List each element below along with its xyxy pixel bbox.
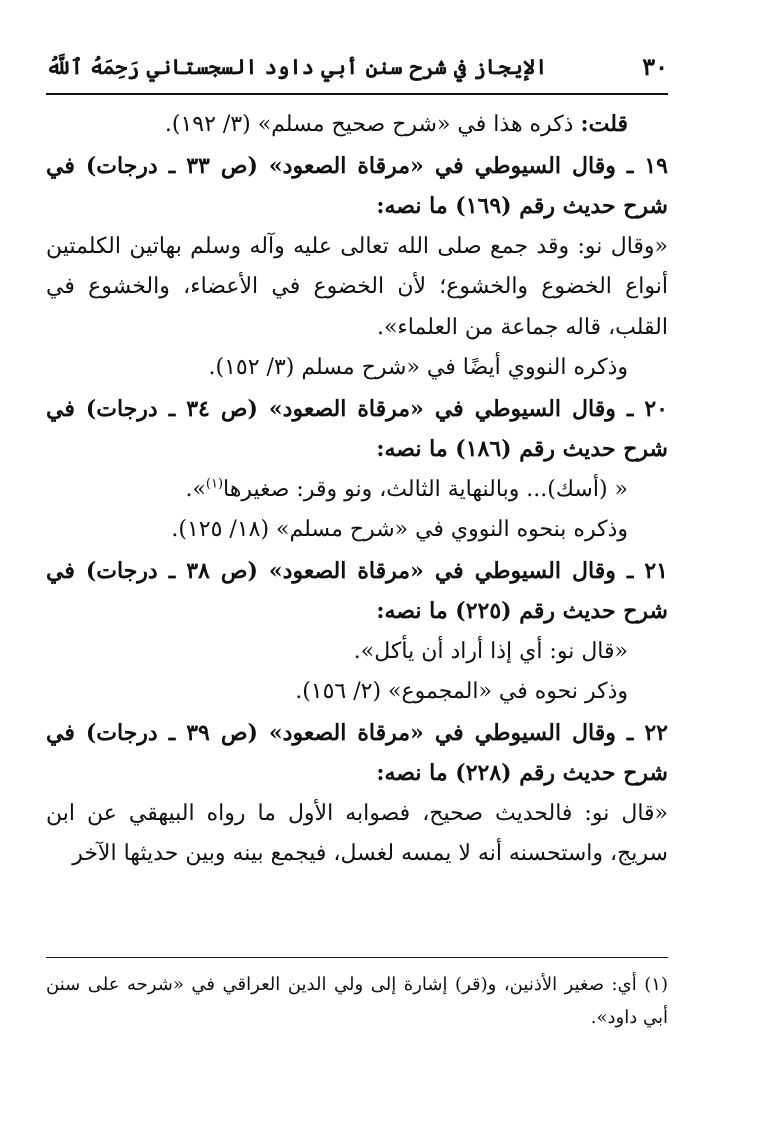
footnote-ref-1[interactable]: (١) xyxy=(205,476,224,492)
heading-22: ٢٢ ـ وقال السيوطي في «مرقاة الصعود» (ص ٣٩ ـ درجات) في شرح حديث رقم (٢٢٨) ما نصه: xyxy=(46,719,668,786)
quote-20-text: « (أسك)... وبالنهاية الثالث، ونو وقر: صغيرها xyxy=(223,476,628,502)
quote-20 xyxy=(46,470,668,511)
footnote-1: (١) أي: صغير الأذنين، و(قر) إشارة إلى ولي الدين العراقي في «شرحه على سنن أبي داود». xyxy=(46,974,668,1028)
paragraph-note xyxy=(46,104,668,146)
quote-20-end: ». xyxy=(185,476,206,502)
page-body xyxy=(46,104,668,875)
note-19: وذكره النووي أيضًا في «شرح مسلم (٣/ ١٥٢). xyxy=(208,355,628,380)
quote-22: «قال نو: فالحديث صحيح، فصوابه الأول ما رواه البيهقي عن ابن سريج، واستحسنه أنه لا يمسه لغسل، فيجمع بينه وبين حديثها الآخر xyxy=(46,800,668,866)
running-title: الإيجاز في شرح سنن أبي داود السجستاني رَحِمَهُ ٱللَّهُ xyxy=(46,54,548,79)
note-text: ذكره هذا في «شرح صحيح مسلم» (٣/ ١٩٢). xyxy=(164,112,581,137)
footnote-rule xyxy=(46,957,668,958)
heading-19: ١٩ ـ وقال السيوطي في «مرقاة الصعود» (ص ٣٣ ـ درجات) في شرح حديث رقم (١٦٩) ما نصه: xyxy=(46,152,668,219)
heading-21: ٢١ ـ وقال السيوطي في «مرقاة الصعود» (ص ٣٨ ـ درجات) في شرح حديث رقم (٢٢٥) ما نصه: xyxy=(46,557,668,624)
note-label: قلت: xyxy=(580,111,628,137)
note-21: وذكر نحوه في «المجموع» (٢/ ١٥٦). xyxy=(295,679,628,704)
heading-20: ٢٠ ـ وقال السيوطي في «مرقاة الصعود» (ص ٣٤ ـ درجات) في شرح حديث رقم (١٨٦) ما نصه: xyxy=(46,395,668,462)
page-number: ٣٠ xyxy=(642,52,668,81)
footnotes xyxy=(46,968,668,1034)
page-header xyxy=(46,46,668,86)
quote-19: «وقال نو: وقد جمع صلى الله تعالى عليه وآله وسلم بهاتين الكلمتين أنواع الخضوع والخشوع؛ لأن الخضوع في الأعضاء، والخشوع في القلب، قاله جماعة من العلماء». xyxy=(46,233,668,340)
header-rule xyxy=(46,93,668,95)
note-20: وذكره بنحوه النووي في «شرح مسلم» (١٨/ ١٢٥). xyxy=(171,517,628,542)
quote-21: «قال نو: أي إذا أراد أن يأكل». xyxy=(353,638,628,664)
